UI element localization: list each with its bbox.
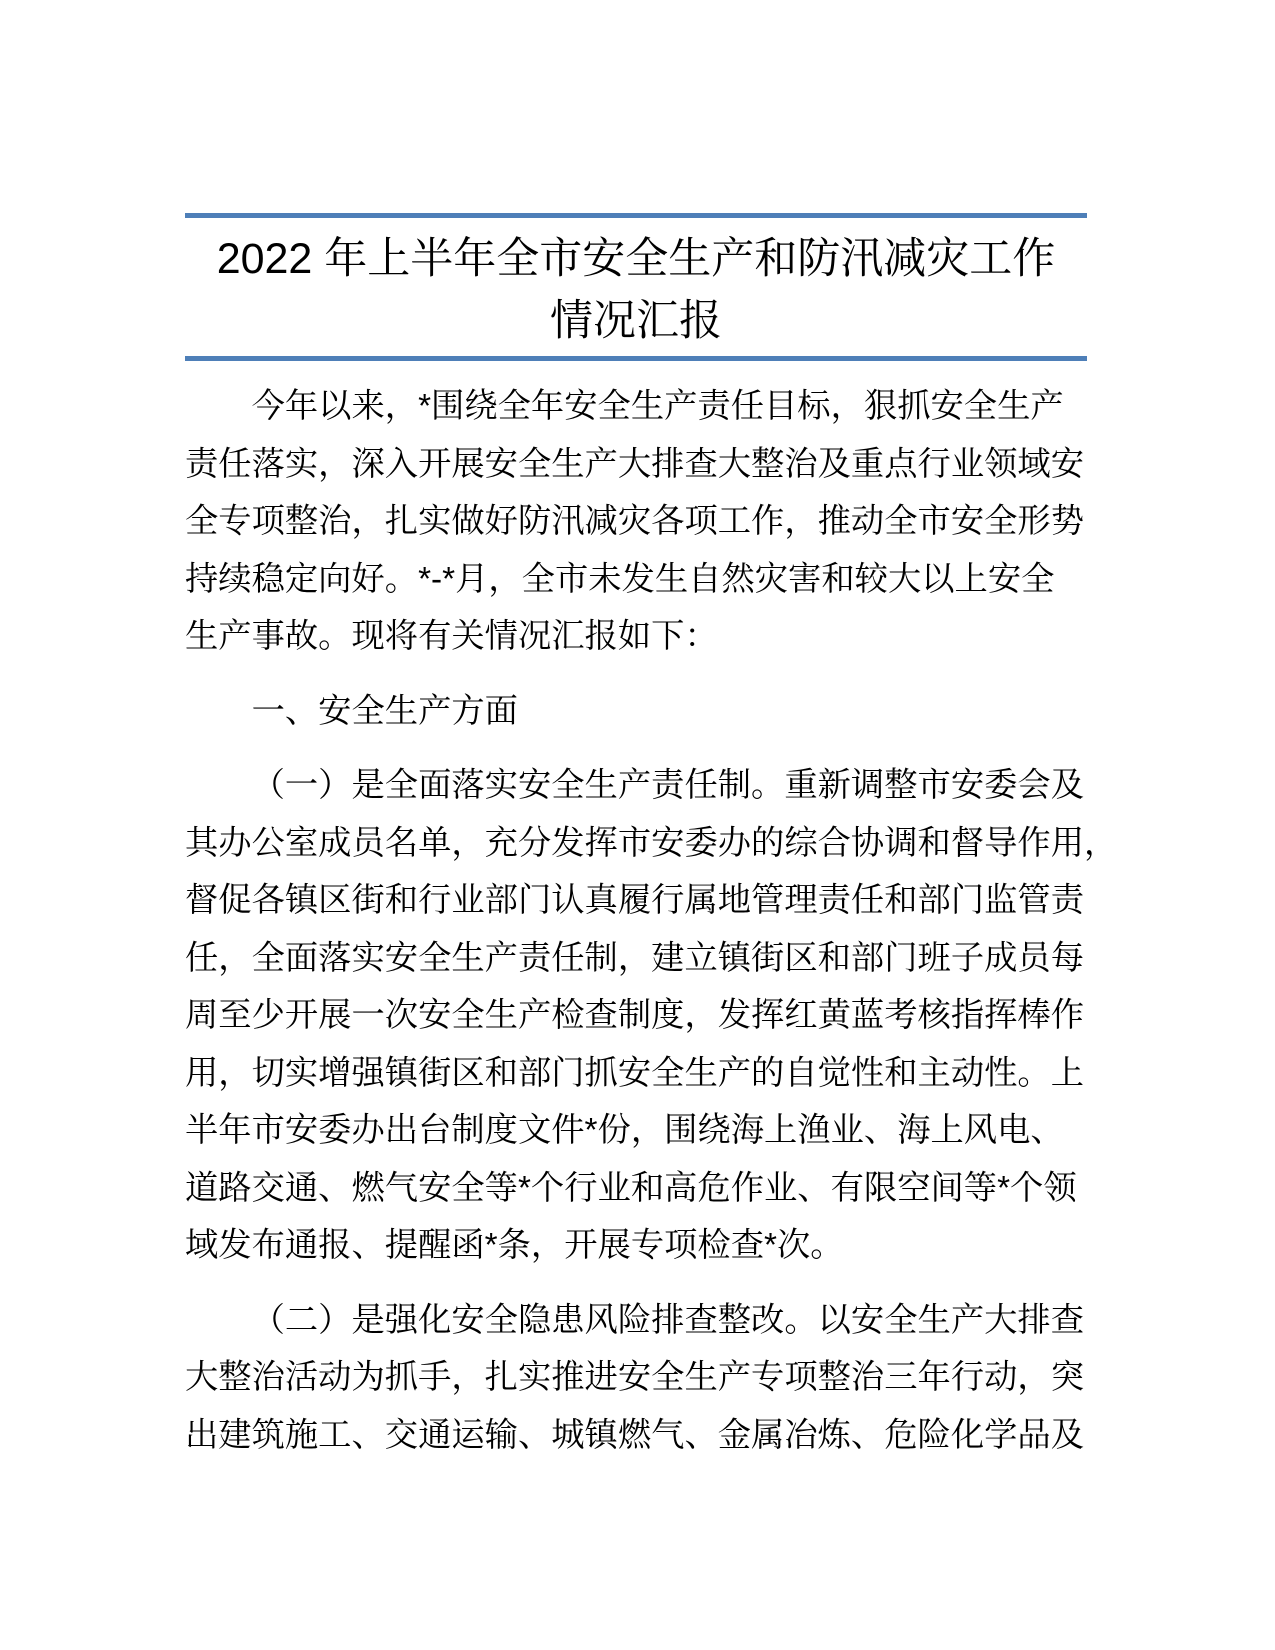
title-bottom-rule bbox=[185, 356, 1087, 361]
document-body bbox=[185, 378, 1118, 1464]
text-line: 今年以来，*围绕全年安全生产责任目标，狠抓安全生产 bbox=[251, 388, 1064, 425]
text-line: 全专项整治，扎实做好防汛减灾各项工作，推动全市安全形势 bbox=[185, 503, 1085, 540]
text-line: 督促各镇区街和行业部门认真履行属地管理责任和部门监管责 bbox=[185, 882, 1085, 919]
text-line: 其办公室成员名单，充分发挥市安委办的综合协调和督导作用， bbox=[185, 824, 1118, 862]
paragraph-item-1 bbox=[185, 757, 1118, 1275]
paragraph-item-2 bbox=[185, 1292, 1087, 1465]
text-line: 生产事故。现将有关情况汇报如下： bbox=[185, 618, 718, 655]
text-line: 道路交通、燃气安全等*个行业和高危作业、有限空间等*个领 bbox=[185, 1169, 1077, 1207]
title-top-rule bbox=[185, 213, 1087, 218]
section-heading-1 bbox=[185, 683, 1087, 741]
text-line: 持续稳定向好。*-*月，全市未发生自然灾害和较大以上安全 bbox=[185, 560, 1055, 598]
text-line: 半年市安委办出台制度文件*份，围绕海上渔业、海上风电、 bbox=[185, 1112, 1064, 1149]
text-line: 责任落实，深入开展安全生产大排查大整治及重点行业领域安 bbox=[185, 445, 1085, 483]
text-line: （一）是全面落实安全生产责任制。重新调整市安委会及 bbox=[251, 767, 1085, 804]
title-line-1: 2022 年上半年全市安全生产和防汛减灾工作 bbox=[216, 235, 1056, 283]
text-line: （二）是强化安全隐患风险排查整改。以安全生产大排查 bbox=[251, 1301, 1085, 1339]
text-line: 出建筑施工、交通运输、城镇燃气、金属冶炼、危险化学品及 bbox=[185, 1416, 1085, 1454]
title-line-2: 情况汇报 bbox=[550, 297, 722, 345]
text-line: 任，全面落实安全生产责任制，建立镇街区和部门班子成员每 bbox=[185, 939, 1085, 977]
document-content bbox=[185, 0, 1118, 1464]
text-line: 大整治活动为抓手，扎实推进安全生产专项整治三年行动，突 bbox=[185, 1359, 1085, 1396]
text-line: 一、安全生产方面 bbox=[251, 692, 518, 730]
intro-paragraph bbox=[185, 378, 1087, 666]
document-title bbox=[185, 228, 1087, 352]
text-line: 用，切实增强镇街区和部门抓安全生产的自觉性和主动性。上 bbox=[185, 1054, 1085, 1092]
text-line: 周至少开展一次安全生产检查制度，发挥红黄蓝考核指挥棒作 bbox=[185, 997, 1085, 1034]
text-line: 域发布通报、提醒函*条，开展专项检查*次。 bbox=[185, 1227, 844, 1264]
